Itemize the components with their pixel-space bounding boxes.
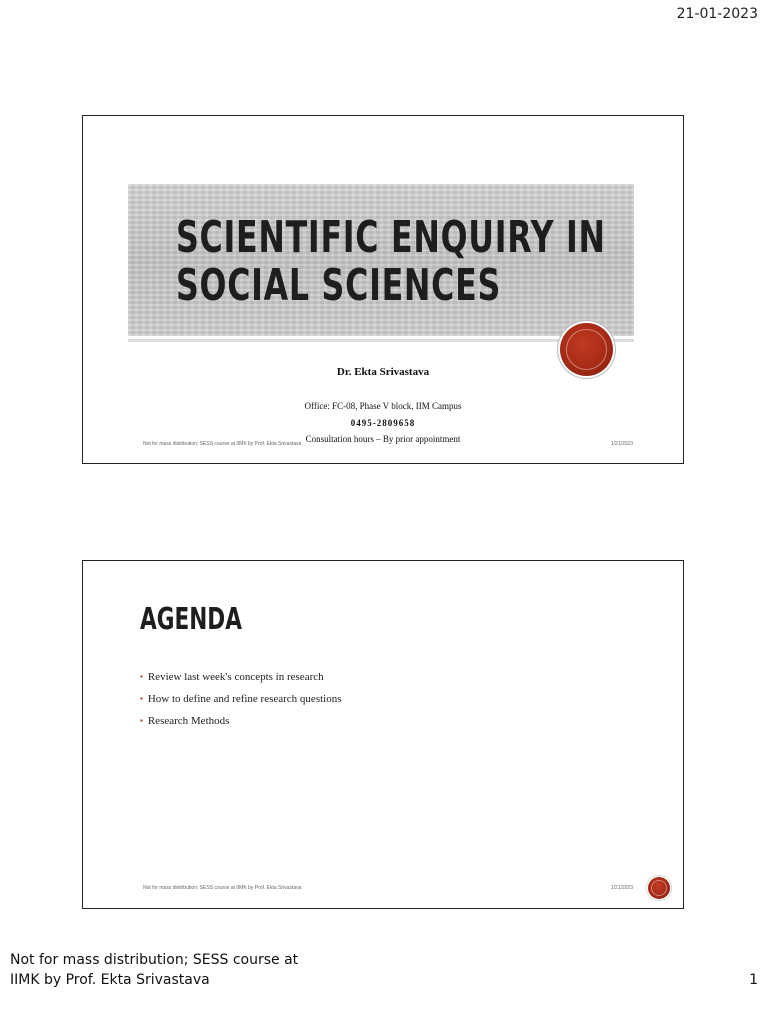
page-footer-line-2: IIMK by Prof. Ekta Srivastava bbox=[10, 972, 210, 988]
bullet-icon: ▪ bbox=[140, 694, 143, 703]
bullet-icon: ▪ bbox=[140, 672, 143, 681]
bullet-icon: ▪ bbox=[140, 716, 143, 725]
slide-title-line-2: SOCIAL SCIENCES bbox=[176, 260, 502, 311]
consultation-hours: Consultation hours – By prior appointment bbox=[305, 434, 461, 444]
author-name: Dr. Ekta Srivastava bbox=[336, 366, 430, 378]
slide-footer-text: Not for mass distribution; SESS course at IIMK by Prof. Ekta Srivastava bbox=[143, 441, 302, 447]
page-footer-line-1: Not for mass distribution; SESS course at bbox=[10, 952, 299, 968]
slide-agenda bbox=[82, 560, 684, 909]
page-number: 1 bbox=[749, 972, 758, 988]
agenda-item-text: How to define and refine research questions bbox=[147, 693, 342, 705]
agenda-item-text: Review last week's concepts in research bbox=[147, 671, 324, 683]
slide-title-line-1: SCIENTIFIC ENQUIRY IN bbox=[176, 212, 606, 263]
slide-footer-text: Not for mass distribution; SESS course at IIMK by Prof. Ekta Srivastava bbox=[143, 885, 302, 891]
agenda-item-text: Research Methods bbox=[147, 715, 230, 727]
agenda-item bbox=[140, 669, 342, 691]
agenda-item bbox=[140, 691, 342, 713]
slide-title-slide bbox=[82, 115, 684, 464]
slide-title bbox=[176, 214, 606, 310]
agenda-item bbox=[140, 713, 342, 735]
agenda-list bbox=[140, 669, 342, 735]
page-footer-text bbox=[10, 950, 310, 990]
office-address: Office: FC-08, Phase V block, IIM Campus bbox=[304, 401, 462, 411]
phone-number: 0495-2809658 bbox=[350, 418, 416, 428]
slide-footer-date: 1/21/2023 bbox=[610, 885, 633, 891]
title-band bbox=[128, 184, 634, 336]
page-date: 21-01-2023 bbox=[676, 6, 758, 22]
agenda-title: AGENDA bbox=[140, 602, 242, 637]
decorative-red-circle-icon bbox=[648, 877, 670, 899]
slide-footer-date: 1/21/2023 bbox=[610, 441, 633, 447]
